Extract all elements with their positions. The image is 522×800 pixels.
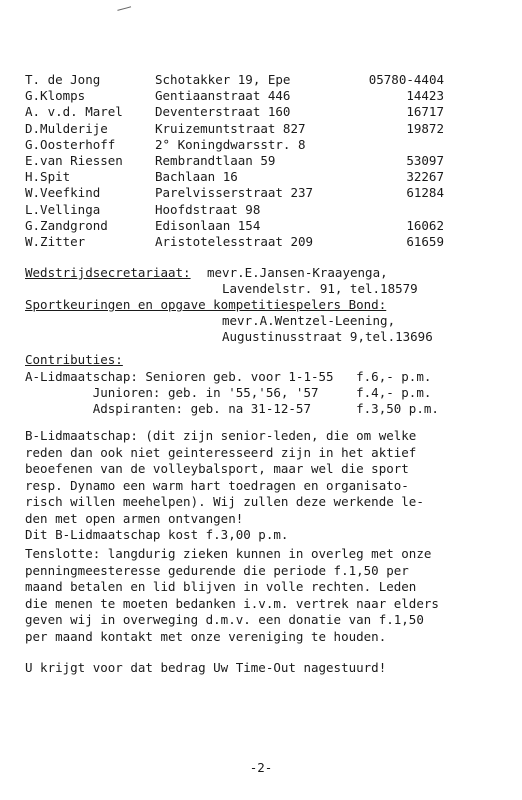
paragraph-line: die menen te moeten bedanken i.v.m. vertrek naar elders xyxy=(25,595,439,611)
paragraph-line: reden dan ook niet geinteresseerd zijn in het aktief xyxy=(25,444,417,460)
contribution-a-line3: Adspiranten: geb. na 31-12-57 f.3,50 p.m. xyxy=(25,401,439,416)
member-name: W.Zitter xyxy=(25,234,86,249)
paragraph-line: Tenslotte: langdurig zieken kunnen in overleg met onze xyxy=(25,546,432,561)
member-address: Gentiaanstraat 446 xyxy=(155,88,291,104)
member-name: A. v.d. Marel xyxy=(25,104,123,120)
sport-line2: Augustinusstraat 9,tel.13696 xyxy=(222,329,433,344)
paragraph-line: den met open armen ontvangen! xyxy=(25,510,244,526)
sport-label: Sportkeuringen en opgave kompetitiespelers Bond: xyxy=(25,297,387,312)
page-number: -2- xyxy=(249,760,273,775)
member-phone: 16717 xyxy=(406,104,444,120)
member-name: L.Vellinga xyxy=(25,201,101,217)
contribution-a-line2: Junioren: geb. in '55,'56, '57 f.4,- p.m. xyxy=(25,385,432,400)
member-name: G.Oosterhoff xyxy=(25,136,116,152)
member-name: W.Veefkind xyxy=(25,185,101,201)
member-address: Parelvisserstraat 237 xyxy=(155,185,314,201)
paragraph-line: risch willen meehelpen). Wij zullen deze werkende le- xyxy=(25,494,424,509)
secretariat-line1: mevr.E.Jansen-Kraayenga, xyxy=(207,265,388,280)
member-name: T. de Jong xyxy=(25,72,101,87)
pen-mark xyxy=(117,6,132,16)
member-name: E.van Riessen xyxy=(25,153,123,168)
member-address: Deventerstraat 160 xyxy=(155,104,291,120)
member-phone: 14423 xyxy=(406,88,444,104)
member-address: Aristotelesstraat 209 xyxy=(155,234,314,249)
contributions-title: Contributies: xyxy=(25,352,123,367)
member-name: H.Spit xyxy=(25,169,71,185)
secretariat-line2: Lavendelstr. 91, tel.18579 xyxy=(222,281,418,296)
member-phone: 61284 xyxy=(406,185,444,201)
member-address: Rembrandtlaan 59 xyxy=(155,153,276,168)
member-address: 2° Koningdwarsstr. 8 xyxy=(155,136,306,152)
member-name: D.Mulderije xyxy=(25,120,108,136)
member-phone: 53097 xyxy=(406,153,444,168)
member-address: Schotakker 19, Epe xyxy=(155,72,291,87)
paragraph-line: maand betalen en lid blijven in volle rechten. Leden xyxy=(25,579,417,594)
member-name: G.Klomps xyxy=(25,88,86,104)
member-phone: 19872 xyxy=(406,120,444,136)
member-phone: 05780-4404 xyxy=(368,72,444,87)
member-address: Hoofdstraat 98 xyxy=(155,201,261,217)
member-address: Bachlaan 16 xyxy=(155,169,238,185)
paragraph-line: Dit B-Lidmaatschap kost f.3,00 p.m. xyxy=(25,527,289,542)
paragraph-line: per maand kontakt met onze vereniging te houden. xyxy=(25,628,387,644)
closing-line: U krijgt voor dat bedrag Uw Time-Out nagestuurd! xyxy=(25,660,387,675)
sport-line1: mevr.A.Wentzel-Leening, xyxy=(222,313,396,328)
paragraph-line: beoefenen van de volleybalsport, maar wel die sport xyxy=(25,461,409,476)
member-phone: 32267 xyxy=(406,169,444,185)
member-phone: 16062 xyxy=(406,217,444,233)
paragraph-line: penningmeesteresse gedurende die periode f.1,50 per xyxy=(25,562,409,578)
paragraph-line: B-Lidmaatschap: (dit zijn senior-leden, die om welke xyxy=(25,428,417,443)
member-name: G.Zandgrond xyxy=(25,217,108,233)
member-address: Kruizemuntstraat 827 xyxy=(155,120,306,136)
paragraph-line: geven wij in overweging d.m.v. een donatie van f.1,50 xyxy=(25,612,424,627)
secretariat-label: Wedstrijdsecretariaat: xyxy=(25,265,191,280)
contribution-a-line1: A-Lidmaatschap: Senioren geb. voor 1-1-55 f.6,- p.m. xyxy=(25,369,432,384)
member-address: Edisonlaan 154 xyxy=(155,217,261,233)
paragraph-line: resp. Dynamo een warm hart toedragen en organisato- xyxy=(25,477,409,493)
member-phone: 61659 xyxy=(406,234,444,249)
